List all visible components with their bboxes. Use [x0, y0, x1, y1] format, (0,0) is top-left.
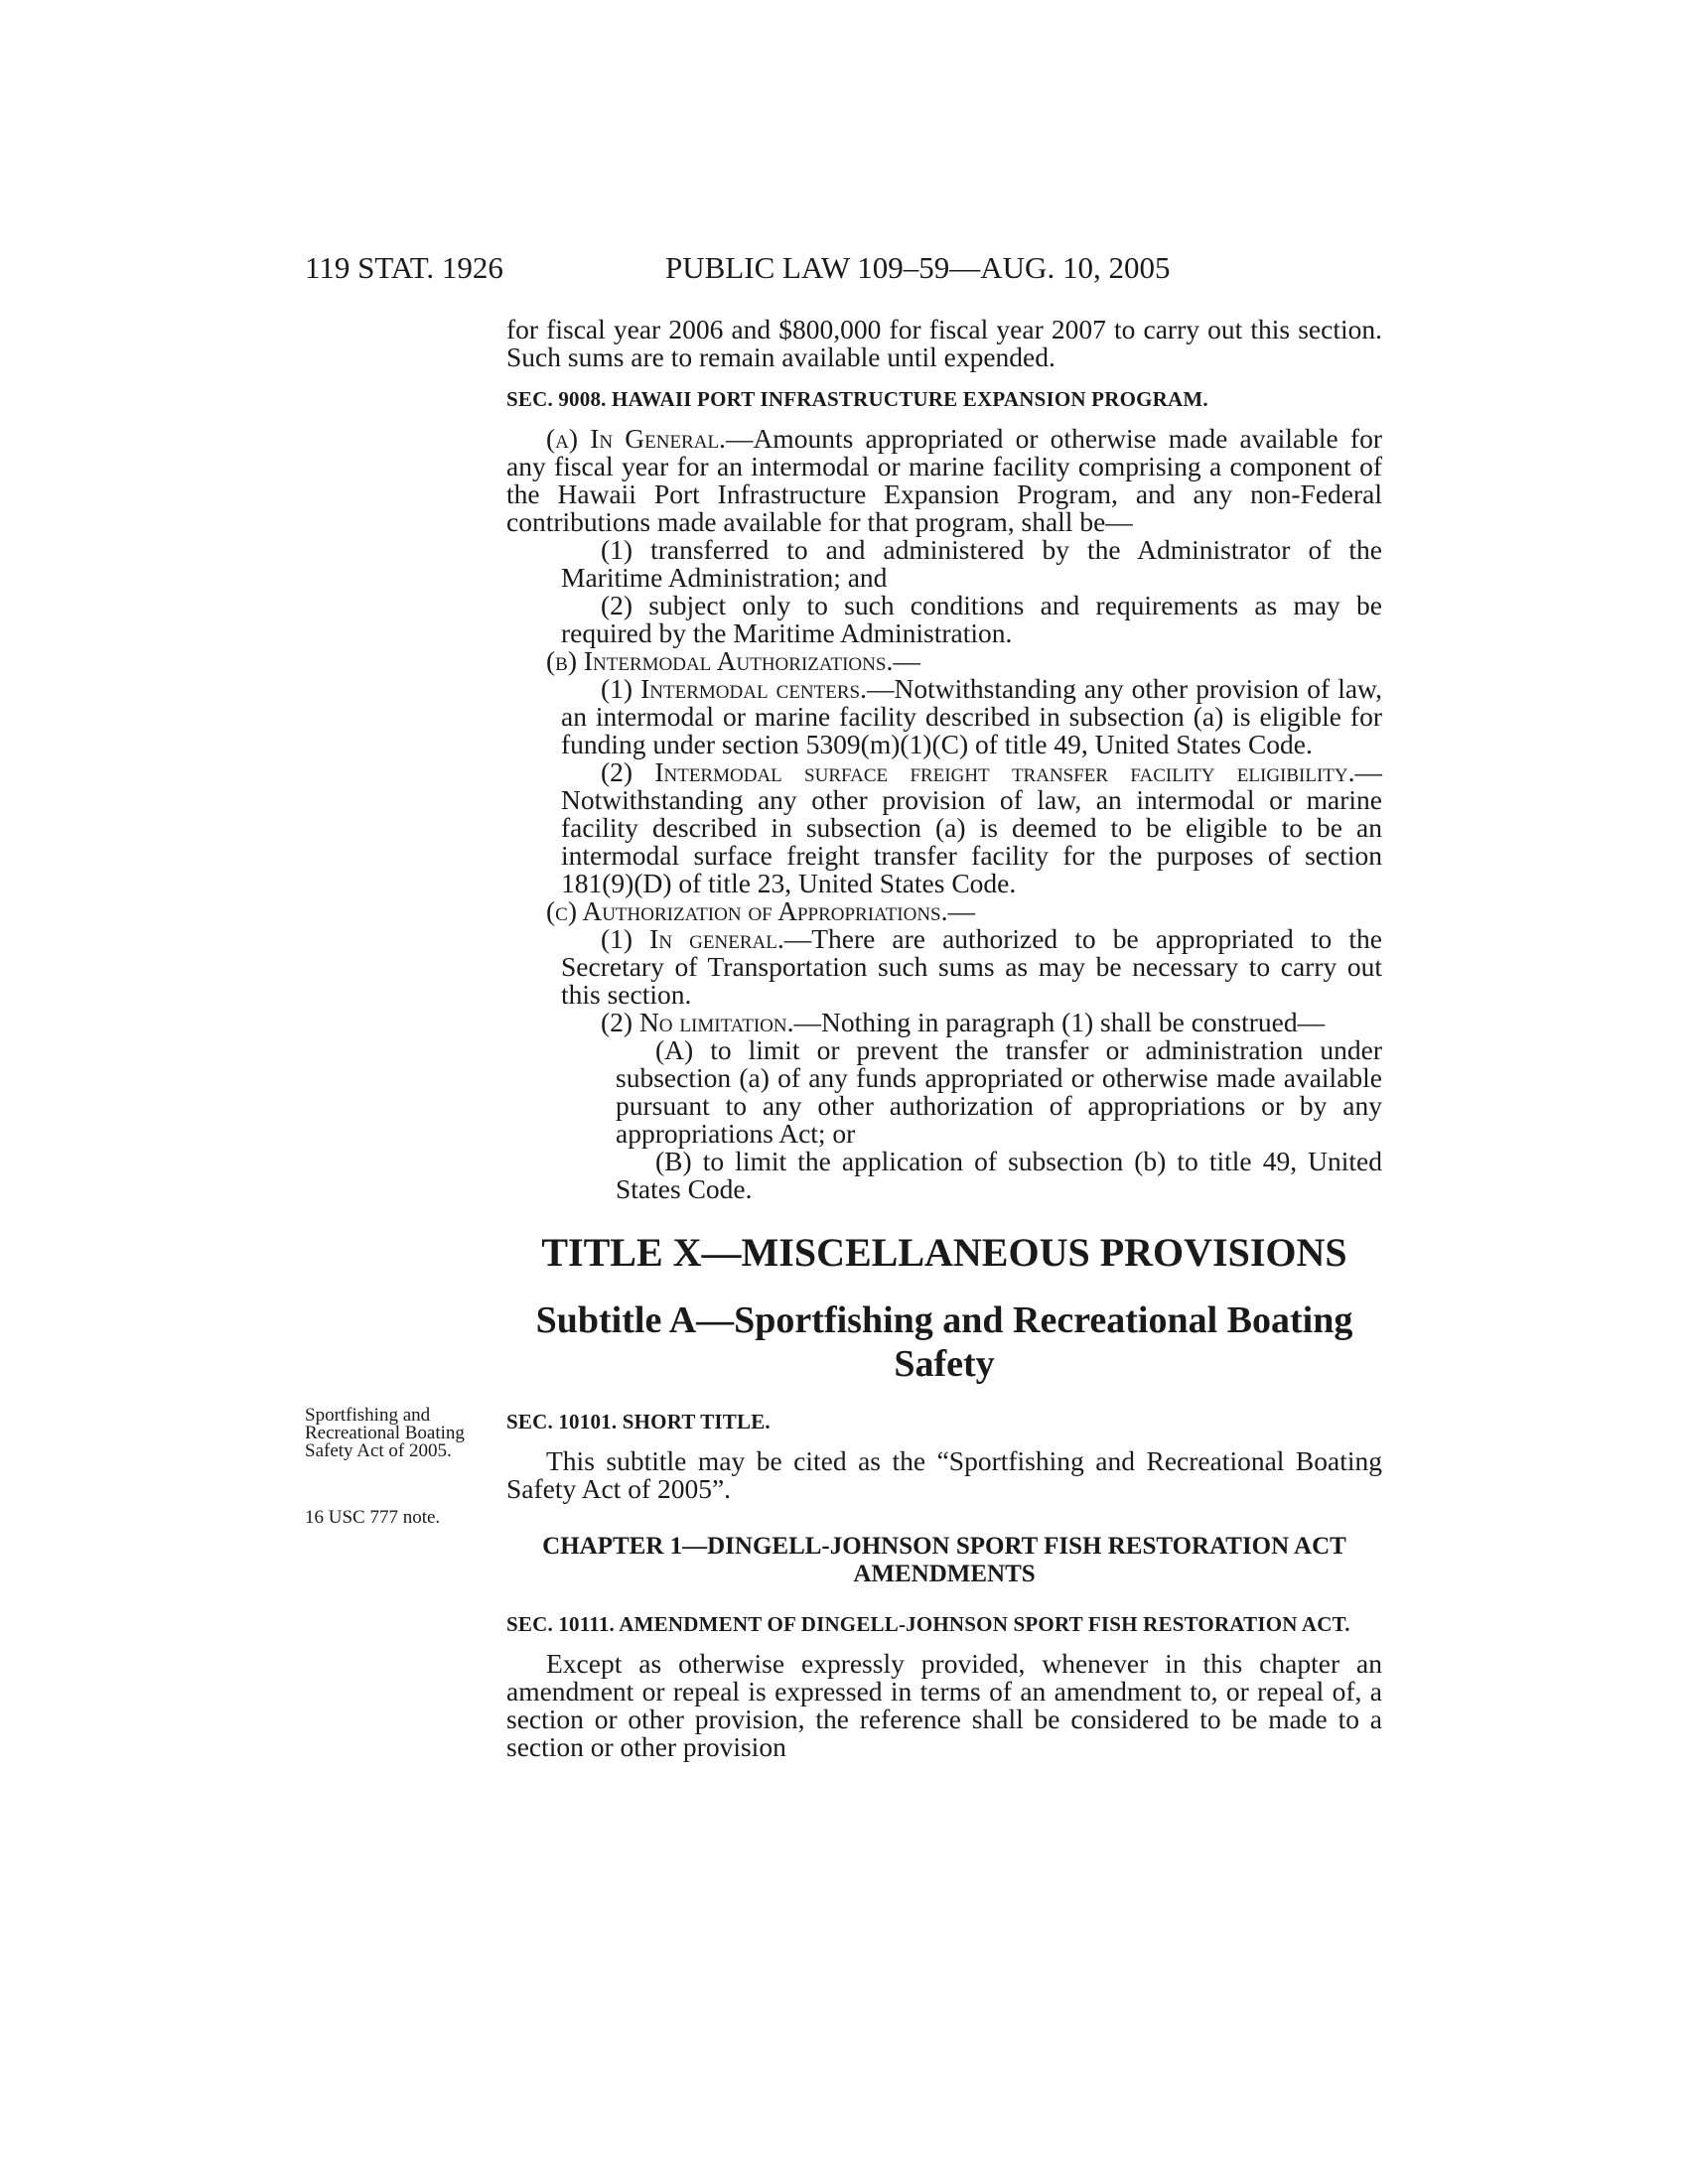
subsection-b-1-label: (1) Intermodal centers.: [601, 673, 867, 704]
subsection-a-1: (1) transferred to and administered by the Administrator of the Maritime Administration; and: [561, 534, 1382, 593]
subsection-c-2-B: (B) to limit the application of subsection (b) to title 49, United States Code.: [616, 1146, 1382, 1204]
final-paragraph: Except as otherwise expressly provided, whenever in this chapter an amendment or repeal is expressed in terms of an amendment to, or repeal of, a section or other provision, the reference shall be considered to be made to a section or other provision: [506, 1648, 1382, 1762]
subsection-c-1-text: —There are authorized to be appropriated to the Secretary of Transportation such sums as may be necessary to carry out this section.: [561, 923, 1382, 1010]
intro-paragraph: for fiscal year 2006 and $800,000 for fiscal year 2007 to carry out this section. Such sums are to remain available until expended.: [506, 314, 1382, 372]
stat-page-number: 119 STAT. 1926: [305, 250, 503, 285]
subsection-b-2-text: —Notwithstanding any other provision of law, an intermodal or marine facility described in subsection (a) is deemed to be eligible to be an intermodal surface freight transfer facility for the purposes of section 181(9)(D) of title 23, United States Code.: [561, 756, 1382, 898]
subsection-c-2: [506, 1009, 1382, 1036]
subsection-b-2: [506, 758, 1382, 897]
subsection-c-1: [506, 925, 1382, 1009]
subtitle-a-heading: Subtitle A—Sportfishing and Recreational Boating Safety: [535, 1299, 1353, 1385]
subsection-c-1-label: (1) In general.: [601, 923, 784, 954]
subsection-c-2-label: (2) No limitation.: [601, 1007, 794, 1037]
running-header: [0, 250, 1688, 290]
subsection-b-2-label: (2) Intermodal surface freight transfer facility eligibility.: [601, 756, 1355, 787]
subsection-a-text: —Amounts appropriated or otherwise made available for any fiscal year for an intermodal or marine facility comprising a component of the Hawaii Port Infrastructure Expansion Program, and any non-Federal contributions made available for that program, shall be—: [506, 423, 1382, 537]
subsection-c-label: (c) Authorization of Appropriations.: [546, 895, 948, 926]
short-title-paragraph: This subtitle may be cited as the “Sportfishing and Recreational Boating Safety Act of 2005”.: [506, 1445, 1382, 1504]
subsection-c-dash: —: [947, 895, 975, 926]
margin-note-usc: 16 USC 777 note.: [305, 1507, 441, 1528]
subsection-c-2-A: (A) to limit or prevent the transfer or administration under subsection (a) of any funds appropriated or otherwise made available pursuant to any other authorization of appropriations or by any appropriations Act; or: [616, 1034, 1382, 1149]
subsection-a-2: (2) subject only to such conditions and requirements as may be required by the Maritime Administration.: [561, 590, 1382, 648]
section-10111-heading: SEC. 10111. AMENDMENT OF DINGELL-JOHNSON SPORT FISH RESTORATION ACT.: [506, 1612, 1350, 1636]
subsection-b-label: (b) Intermodal Authorizations.: [546, 645, 894, 676]
chapter-1-heading: CHAPTER 1—DINGELL-JOHNSON SPORT FISH RESTORATION ACT AMENDMENTS: [542, 1533, 1346, 1587]
subsection-b-1: [506, 675, 1382, 758]
public-law-citation: PUBLIC LAW 109–59—AUG. 10, 2005: [665, 250, 1171, 285]
title-x-heading: TITLE X—MISCELLANEOUS PROVISIONS: [541, 1230, 1347, 1275]
subsection-a: [506, 425, 1382, 536]
subsection-b-1-text: —Notwithstanding any other provision of law, an intermodal or marine facility described in subsection (a) is eligible for funding under section 5309(m)(1)(C) of title 49, United States Code.: [561, 673, 1382, 759]
margin-note-short-title: Sportfishing and Recreational Boating Safety Act of 2005.: [305, 1405, 465, 1461]
section-9008-heading: SEC. 9008. HAWAII PORT INFRASTRUCTURE EXPANSION PROGRAM.: [506, 387, 1208, 411]
subsection-b: [506, 647, 1382, 675]
section-10101-heading: SEC. 10101. SHORT TITLE.: [506, 1410, 771, 1433]
subsection-b-dash: —: [893, 645, 920, 676]
subsection-c-2-text: —Nothing in paragraph (1) shall be construed—: [793, 1007, 1326, 1037]
subsection-a-label: (a) In General.: [546, 423, 726, 454]
document-body: [506, 316, 1382, 1761]
subsection-c: [506, 897, 1382, 925]
